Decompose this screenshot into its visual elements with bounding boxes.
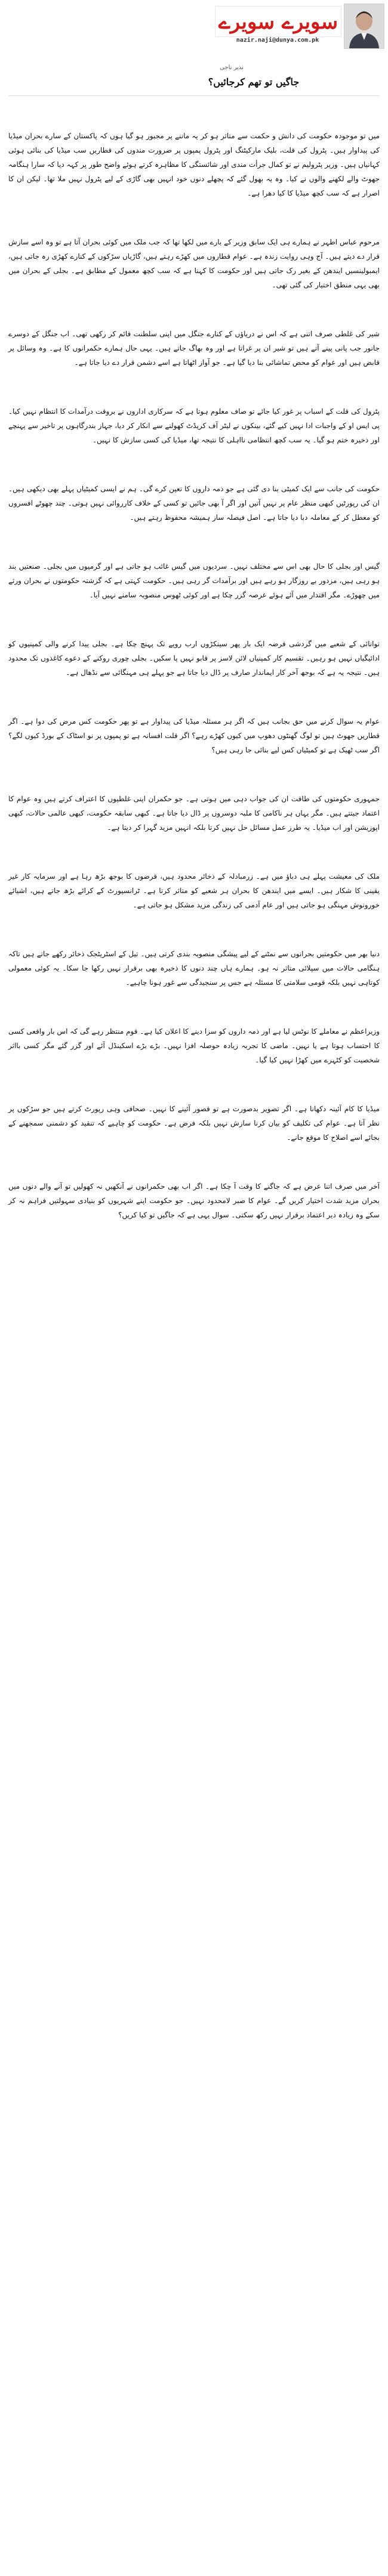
article-paragraph: توانائی کے شعبے میں گردشی قرضہ ایک بار پھر سینکڑوں ارب روپے تک پہنچ چکا ہے۔ بجلی پیدا کرنے والی کمپنیوں کو ادائیگیاں نہیں ہو رہیں۔ تقسیم کار کمپنیاں لائن لاسز پر قابو نہیں پا سکیں۔ بجلی چوری روکنے کے دعوے کاغذوں تک محدود ہیں۔ نتیجہ یہ ہے کہ بوجھ آخر کار ایماندار صارف پر ڈال دیا جاتا ہے جو پہلے ہی مہنگائی سے نڈھال ہے۔ (6, 640, 380, 677)
article-paragraph: ملک کی معیشت پہلے ہی دباؤ میں ہے۔ زرمبادلہ کے ذخائر محدود ہیں، قرضوں کا بوجھ بڑھ رہا ہے اور سرمایہ کار غیر یقینی کا شکار ہیں۔ ایسے میں ایندھن کا بحران ہر شعبے کو متاثر کرتا ہے۔ ٹرانسپورٹ کے کرائے بڑھ جاتے ہیں، اشیائے خورونوش مہنگی ہو جاتی ہیں اور عام آدمی کی زندگی مزید مشکل ہو جاتی ہے۔ (6, 872, 380, 909)
author-name: نذیر ناجی (220, 64, 244, 71)
article-paragraph: میڈیا کا کام آئینہ دکھانا ہے۔ اگر تصویر بدصورت ہے تو قصور آئینے کا نہیں۔ صحافی وہی رپورٹ کرتے ہیں جو سڑکوں پر نظر آتا ہے۔ عوام کی تکلیف کو بیان کرنا سازش نہیں بلکہ فرض ہے۔ حکومت کو چاہیے کہ تنقید کو دشمنی سمجھنے کے بجائے اسے اصلاح کا موقع جانے۔ (6, 1105, 380, 1142)
article-paragraph: حکومت کی جانب سے ایک کمیٹی بنا دی گئی ہے جو ذمہ داروں کا تعین کرے گی۔ ہم نے ایسی کمیٹیاں پہلے بھی دیکھی ہیں۔ ان کی رپورٹیں کبھی منظر عام پر نہیں آتیں اور اگر آ بھی جائیں تو کسی کے خلاف کارروائی نہیں ہوتی۔ چند چھوٹے افسروں کو معطل کر کے معاملہ دبا دیا جاتا ہے۔ اصل فیصلہ ساز ہمیشہ محفوظ رہتے ہیں۔ (6, 485, 380, 522)
article-paragraph: میں تو موجودہ حکومت کی دانش و حکمت سے متاثر ہو کر یہ ماننے پر مجبور ہو گیا ہوں کہ پاکستان کے سارے بحران میڈیا کی پیداوار ہیں۔ پٹرول کی قلت، بلیک مارکیٹنگ اور پٹرول پمپوں پر ضرورت مندوں کی قطاریں سب میڈیا کی بنائی ہوئی کہانیاں ہیں۔ وزیر پٹرولیم نے تو کمال جرأت مندی اور شائستگی کا مظاہرہ کرتے ہوئے واضح طور پر کہہ دیا کہ سارا ہنگامہ جھوٹ والے لکھنے والوں نے کیا۔ وہ یہ بھول گئے کہ پچھلے دنوں خود انہیں بھی گاڑی کے لیے پٹرول نہیں ملا تھا۔ لیکن ان کا اصرار ہے کہ سب کچھ میڈیا کا کیا دھرا ہے۔ (6, 132, 380, 197)
article-paragraph: دنیا بھر میں حکومتیں بحرانوں سے نمٹنے کے لیے پیشگی منصوبہ بندی کرتی ہیں۔ تیل کے اسٹریٹجک ذخائر رکھے جاتے ہیں تاکہ ہنگامی حالات میں سپلائی متاثر نہ ہو۔ ہمارے ہاں چند دنوں کا ذخیرہ بھی برقرار نہیں رکھا جا سکا۔ یہ کوئی معمولی کوتاہی نہیں بلکہ قومی سلامتی کا مسئلہ ہے جس پر سنجیدگی سے غور ہونا چاہیے۔ (6, 950, 380, 987)
column-header (0, 0, 388, 95)
article-paragraph: مرحوم عباس اطہر نے ہمارے ہی ایک سابق وزیر کے بارے میں لکھا تھا کہ جب ملک میں کوئی بحران آتا ہے تو وہ اسے سازش قرار دے دیتے ہیں۔ آج وہی روایت زندہ ہے۔ عوام قطاروں میں کھڑے رہتے ہیں، گاڑیاں سڑکوں کے کنارے کھڑی رہ جاتی ہیں، ایمبولینسیں ایندھن کے بغیر رک جاتی ہیں اور حکومت کا کہنا ہے کہ سب کچھ معمول کے مطابق ہے۔ بجلی کے بحران میں بھی یہی منطق اختیار کی گئی تھی۔ (6, 238, 380, 289)
article-paragraph: پٹرول کی قلت کے اسباب پر غور کیا جائے تو صاف معلوم ہوتا ہے کہ سرکاری اداروں نے بروقت درآمدات کا انتظام نہیں کیا۔ پی ایس او کے واجبات ادا نہیں کیے گئے، بینکوں نے لیٹر آف کریڈٹ کھولنے سے انکار کر دیا، جہاز بندرگاہوں پر تاخیر سے پہنچے اور ذخیرہ ختم ہو گیا۔ یہ سب کچھ انتظامی نااہلی کا نتیجہ تھا، میڈیا کی کسی سازش کا نہیں۔ (6, 407, 380, 444)
article-body (8, 100, 380, 2562)
article-paragraph: شیر کی غلطی صرف اتنی ہے کہ اس نے دریاؤں کے کنارے جنگل میں اپنی سلطنت قائم کر رکھی تھی۔ اب جنگل کے دوسرے جانور جب پانی پینے آتے ہیں تو شیر ان پر غراتا ہے اور وہ بھاگ جاتے ہیں۔ یہی حال ہمارے حکمرانوں کا ہے۔ وہ وسائل پر قابض ہیں اور عوام کو محض تماشائی بنا دیا گیا ہے۔ جو آواز اٹھاتا ہے اسے دشمن قرار دے دیا جاتا ہے۔ (6, 330, 380, 367)
article-paragraph: جمہوری حکومتوں کی طاقت ان کی جواب دہی میں ہوتی ہے۔ جو حکمران اپنی غلطیوں کا اعتراف کرتے ہیں وہ عوام کا اعتماد جیتتے ہیں۔ مگر یہاں ہر ناکامی کا ملبہ دوسروں پر ڈال دیا جاتا ہے۔ کبھی سابقہ حکومت، کبھی عالمی حالات، کبھی اپوزیشن اور اب میڈیا۔ یہ طرز عمل مسائل حل نہیں کرتا بلکہ انہیں مزید گہرا کر دیتا ہے۔ (6, 795, 380, 832)
article-paragraph: گیس اور بجلی کا حال بھی اس سے مختلف نہیں۔ سردیوں میں گیس غائب ہو جاتی ہے اور گرمیوں میں بجلی۔ صنعتیں بند ہو رہی ہیں، مزدور بے روزگار ہو رہے ہیں اور برآمدات گر رہی ہیں۔ حکومت کہتی ہے کہ گزشتہ حکومتوں نے بحران ورثے میں چھوڑے۔ مگر اقتدار میں آئے ہوئے عرصہ گزر چکا ہے اور کوئی ٹھوس منصوبہ سامنے نہیں آیا۔ (6, 562, 380, 599)
article-paragraph: وزیراعظم نے معاملے کا نوٹس لیا ہے اور ذمہ داروں کو سزا دینے کا اعلان کیا ہے۔ قوم منتظر رہے گی کہ اس بار واقعی کسی کا احتساب ہوتا ہے یا نہیں۔ ماضی کا تجربہ زیادہ حوصلہ افزا نہیں۔ بڑے بڑے اسکینڈل آئے اور گزر گئے مگر کسی بااثر شخصیت کو کٹہرے میں کھڑا نہیں کیا گیا۔ (6, 1027, 380, 1064)
article-title: جاگیں تو تھم کرجائیں؟ (208, 76, 300, 88)
column-logo: سویرے سویرے (218, 10, 338, 34)
column-masthead (215, 6, 341, 37)
article-paragraph: آخر میں صرف اتنا عرض ہے کہ جاگنے کا وقت آ چکا ہے۔ اگر اب بھی حکمرانوں نے آنکھیں نہ کھولیں تو آنے والے دنوں میں بحران مزید شدت اختیار کریں گے۔ عوام کا صبر لامحدود نہیں۔ جو حکومت اپنے شہریوں کو بنیادی سہولتیں فراہم نہ کر سکے وہ زیادہ دیر اعتماد برقرار نہیں رکھ سکتی۔ سوال یہی ہے کہ جاگیں تو کیا کریں؟ (6, 1182, 380, 1219)
author-portrait-icon (344, 4, 384, 48)
header-divider (8, 95, 380, 96)
article-paragraph: عوام یہ سوال کرنے میں حق بجانب ہیں کہ اگر ہر مسئلہ میڈیا کی پیداوار ہے تو پھر حکومت کس مرض کی دوا ہے۔ اگر قطاریں جھوٹ ہیں تو لوگ گھنٹوں دھوپ میں کیوں کھڑے رہے؟ اگر قلت افسانہ ہے تو پمپوں پر نو اسٹاک کے بورڈ کیوں لگے؟ اگر سب ٹھیک ہے تو کمیٹیاں کس لیے بنائی جا رہی ہیں؟ (6, 717, 380, 754)
author-photo (344, 4, 384, 49)
author-email: nazir.naji@dunya.com.pk (236, 37, 319, 44)
